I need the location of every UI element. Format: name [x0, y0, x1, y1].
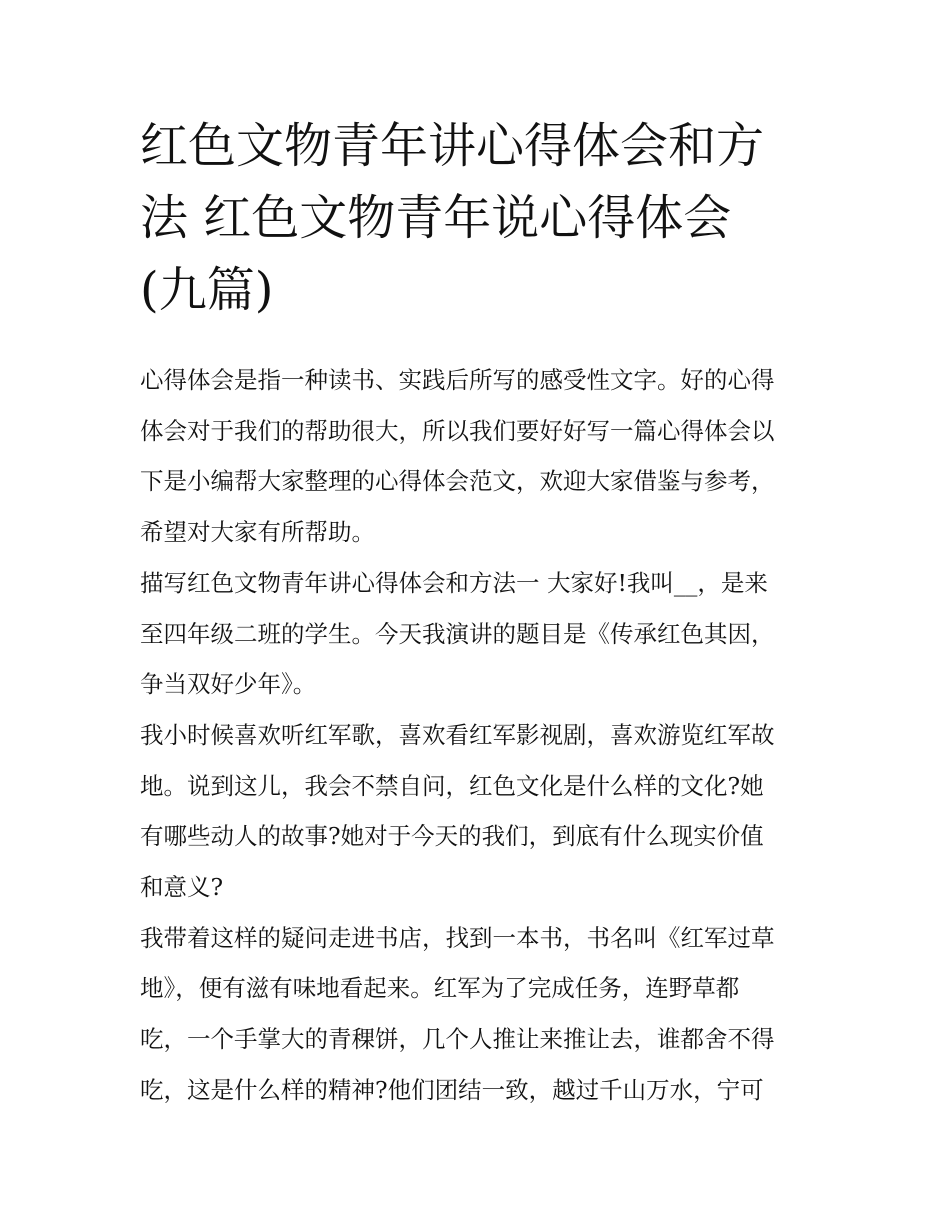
body-line: 我带着这样的疑问走进书店，找到一本书，书名叫《红军过草 [140, 923, 775, 952]
body-line: 地。说到这儿，我会不禁自问，红色文化是什么样的文化?她 [140, 771, 764, 800]
page-title [140, 110, 820, 326]
body-line: 下是小编帮大家整理的心得体会范文，欢迎大家借鉴与参考， [140, 467, 775, 496]
body-line: 心得体会是指一种读书、实践后所写的感受性文字。好的心得 [140, 366, 775, 394]
body-line: 体会对于我们的帮助很大，所以我们要好好写一篇心得体会以 [140, 416, 775, 445]
body-line: 和意义? [140, 873, 224, 902]
body-line: 有哪些动人的故事?她对于今天的我们，到底有什么现实价值 [140, 822, 764, 851]
title-line: (九篇) [140, 262, 274, 318]
body-line: 希望对大家有所帮助。 [140, 518, 375, 547]
body-text [140, 355, 830, 1116]
body-line: 吃，一个手掌大的青稞饼，几个人推让来推让去，谁都舍不得 [140, 1025, 775, 1054]
body-line: 描写红色文物青年讲心得体会和方法一 大家好!我叫__，是来 [140, 568, 768, 597]
body-line: 我小时候喜欢听红军歌，喜欢看红军影视剧，喜欢游览红军故 [140, 720, 775, 749]
title-line: 法 红色文物青年说心得体会 [140, 190, 732, 246]
body-line: 地》，便有滋有味地看起来。红军为了完成任务，连野草都 [140, 974, 740, 1003]
title-line: 红色文物青年讲心得体会和方 [140, 118, 765, 174]
body-line: 至四年级二班的学生。今天我演讲的题目是《传承红色其因， [140, 619, 775, 648]
body-line: 吃，这是什么样的精神?他们团结一致，越过千山万水，宁可 [140, 1075, 764, 1104]
body-line: 争当双好少年》。 [140, 670, 317, 699]
